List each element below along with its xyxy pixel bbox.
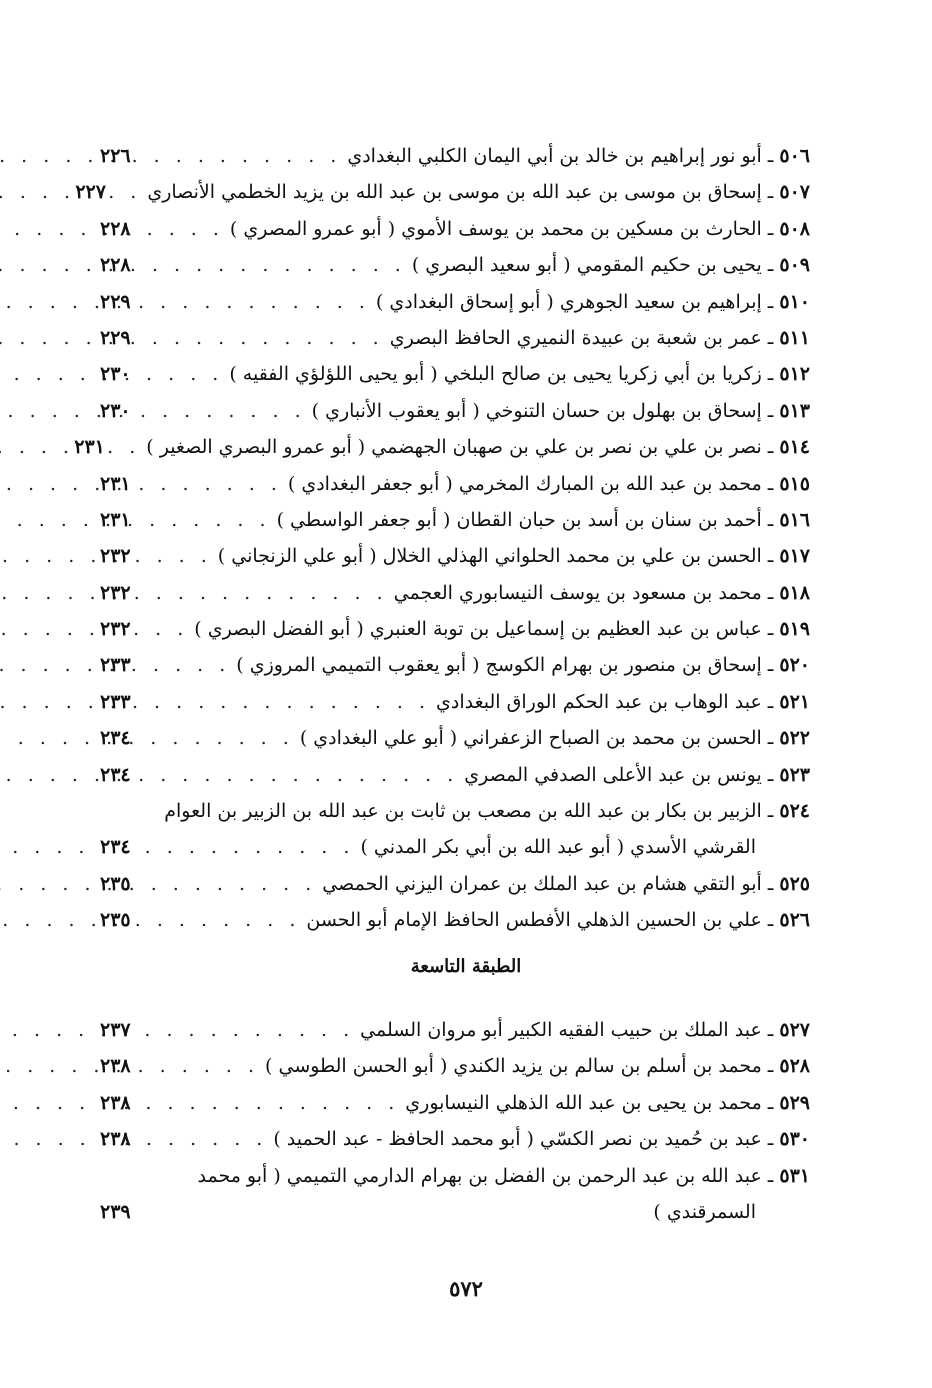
entry-dash: ـ [767,181,774,204]
entry-title: عبد الوهاب بن عبد الحكم الوراق البغدادي [436,690,762,713]
entry-dash: ـ [767,1055,774,1078]
section-heading: الطبقة التاسعة [410,956,522,977]
entry-title: نصر بن علي بن نصر بن علي بن صهبان الجهضمي ( أبو عمرو البصري الصغير ) [146,436,762,459]
entry-page: ٢٣١ [100,508,131,531]
entry-title: أبو التقي هشام بن عبد الملك بن عمران اليزني الحمصي [322,872,762,895]
entry-number: ٥٢١ [779,690,810,713]
entry-dash: ـ [767,1091,774,1114]
entry-page: ٢٣١ [74,436,105,459]
entry-title: عبد بن حُميد بن نصر الكسّي ( أبو محمد الحافظ - عبد الحميد ) [273,1128,762,1151]
entry-dash: ـ [767,654,774,677]
entry-title: محمد بن أسلم بن سالم بن يزيد الكندي ( أبو الحسن الطوسي ) [265,1055,762,1078]
entry-page: ٢٣١ [100,472,131,495]
leader-dots [140,1121,273,1157]
toc-entry [100,284,810,320]
toc-entry [74,429,810,465]
leader-dots [140,611,194,647]
entry-dash: ـ [767,690,774,713]
toc-entry [100,393,810,429]
entry-number: ٥٣١ [779,1164,810,1187]
entry-dash: ـ [767,581,774,604]
entry-page: ٢٣٨ [100,1128,131,1151]
entry-title: محمد بن يحيى بن عبد الله الذهلي النيسابوري [405,1091,762,1114]
toc-entry [100,1048,810,1084]
toc-entry [100,684,810,720]
entry-page: ٢٣٠ [100,399,131,422]
entry-dash: ـ [767,363,774,386]
entry-title: إسحاق بن موسى بن عبد الله بن موسى بن عبد الله بن يزيد الخطمي الأنصاري [147,181,762,204]
entry-dash: ـ [767,217,774,240]
entry-number: ٥١١ [779,326,810,349]
leader-dots [140,647,236,683]
page-number: ٥٧٢ [449,1276,483,1301]
entry-dash: ـ [767,1128,774,1151]
entry-dash: ـ [767,326,774,349]
leader-dots [114,429,146,465]
entry-page: ٢٣٣ [100,690,131,713]
leader-dots [140,1048,265,1084]
toc-entry [100,611,810,647]
leader-dots [140,538,218,574]
entry-dash: ـ [767,145,774,167]
entry-dash: ـ [767,508,774,531]
entry-number: ٥٠٦ [779,145,810,167]
entry-page: ٢٣٩ [100,1200,131,1223]
entry-dash: ـ [767,618,774,641]
entry-number: ٥١٤ [779,436,810,459]
entry-page: ٢٣٨ [100,1091,131,1114]
entry-number: ٥٠٧ [779,181,810,204]
entry-number: ٥٢٨ [779,1055,810,1078]
toc-entry [100,356,810,392]
entry-dash: ـ [767,436,774,459]
entry-number: ٥١٣ [779,399,810,422]
entry-dash: ـ [767,763,774,786]
toc-section-1 [74,138,810,939]
entry-number: ٥٢٩ [779,1091,810,1114]
entry-page: ٢٢٩ [100,290,131,313]
entry-title: الحسن بن محمد بن الصباح الزعفراني ( أبو علي البغدادي ) [299,727,762,750]
toc-entry [100,720,810,756]
leader-dots [140,320,390,356]
entry-title: أبو نور إبراهيم بن خالد بن أبي اليمان الكلبي البغدادي [347,145,762,167]
entry-page: ٢٣٠ [100,363,131,386]
entry-number: ٥٢٧ [779,1019,810,1041]
entry-title: إسحاق بن بهلول بن حسان التنوخي ( أبو يعقوب الأنباري ) [311,399,762,422]
toc-entry [100,647,810,683]
entry-page: ٢٢٧ [75,181,106,204]
leader-dots [140,356,229,392]
entry-title: محمد بن عبد الله بن المبارك المخرمي ( أبو جعفر البغدادي ) [287,472,762,495]
entry-page: ٢٢٨ [100,217,131,240]
entry-number: ٥١٧ [779,545,810,568]
toc-entry [100,793,810,866]
entry-dash: ـ [767,727,774,750]
toc-entry [75,174,810,210]
entry-number: ٥٢٣ [779,763,810,786]
leader-dots [140,284,376,320]
entry-dash: ـ [767,254,774,277]
toc-entry [100,1085,810,1121]
entry-title: يحيى بن حكيم المقومي ( أبو سعيد البصري ) [411,254,762,277]
leader-dots [140,211,230,247]
entry-page: ٢٢٦ [100,145,131,167]
toc-entry [100,247,810,283]
leader-dots [140,720,300,756]
entry-dash: ـ [767,909,774,932]
entry-number: ٥٢٥ [779,872,810,895]
entry-dash: ـ [767,290,774,313]
entry-page: ٢٣٢ [100,545,131,568]
leader-dots [140,575,394,611]
entry-title: عبد الملك بن حبيب الفقيه الكبير أبو مروان السلمي [360,1019,762,1041]
entry-page: ٢٢٨ [100,254,131,277]
entry-title: عباس بن عبد العظيم بن إسماعيل بن توبة العنبري ( أبو الفضل البصري ) [194,618,762,641]
entry-dash: ـ [767,472,774,495]
entry-title: الزبير بن بكار بن عبد الله بن مصعب بن ثابت بن عبد الله بن الزبير بن العوام [164,800,762,823]
leader-dots [140,866,322,902]
toc-entry [100,502,810,538]
toc-entry [100,211,810,247]
entry-title: الحسن بن علي بن محمد الحلواني الهذلي الخلال ( أبو علي الزنجاني ) [217,545,762,568]
entry-dash: ـ [767,1019,774,1041]
entry-title: زكريا بن أبي زكريا يحيى بن صالح البلخي ( أبو يحيى اللؤلؤي الفقيه ) [229,363,762,386]
entry-number: ٥١٨ [779,581,810,604]
entry-number: ٥١٢ [779,363,810,386]
entry-page: ٢٣٤ [100,763,131,786]
leader-dots [140,757,464,793]
entry-page: ٢٣٣ [100,654,131,677]
toc-entry [100,757,810,793]
leader-dots [115,174,147,210]
toc-entry [100,138,810,174]
entry-title: يونس بن عبد الأعلى الصدفي المصري [464,763,762,786]
toc-entry [100,1158,810,1231]
entry-dash: ـ [767,872,774,895]
entry-title: إبراهيم بن سعيد الجوهري ( أبو إسحاق البغدادي ) [375,290,762,313]
leader-dots [140,393,312,429]
entry-title: عمر بن شعبة بن عبيدة النميري الحافظ البصري [389,326,762,349]
entry-title: أحمد بن سنان بن أسد بن حبان القطان ( أبو جعفر الواسطي ) [276,508,762,531]
entry-title-continuation: القرشي الأسدي ( أبو عبد الله بن أبي بكر المدني ) [360,836,756,859]
entry-dash: ـ [767,545,774,568]
entry-number: ٥٣٠ [779,1128,810,1151]
toc-entry [100,1121,810,1157]
leader-dots [140,247,412,283]
entry-number: ٥١٠ [779,290,810,313]
leader-dots [140,502,277,538]
toc-entry [100,320,810,356]
entry-title: عبد الله بن عبد الرحمن بن الفضل بن بهرام الدارمي التميمي ( أبو محمد [197,1164,762,1187]
entry-title: محمد بن مسعود بن يوسف النيسابوري العجمي [393,581,762,604]
entry-number: ٥٠٩ [779,254,810,277]
entry-dash: ـ [767,800,774,823]
entry-page: ٢٣٥ [100,872,131,895]
entry-number: ٥١٩ [779,618,810,641]
toc-entry [100,466,810,502]
leader-dots [140,829,360,865]
entry-dash: ـ [767,1164,774,1187]
entry-number: ٥٠٨ [779,217,810,240]
entry-page: ٢٣٥ [100,909,131,932]
entry-page: ٢٣٢ [100,581,131,604]
toc-entry [100,538,810,574]
entry-number: ٥٢٢ [779,727,810,750]
entry-title: الحارث بن مسكين بن محمد بن يوسف الأموي ( أبو عمرو المصري ) [229,217,762,240]
entry-page: ٢٣٤ [100,836,131,859]
entry-number: ٥٢٦ [779,909,810,932]
entry-title: علي بن الحسين الذهلي الأفطس الحافظ الإمام أبو الحسن [306,909,762,932]
toc-entry [100,866,810,902]
toc-entry [100,1012,810,1048]
toc-entry [100,575,810,611]
leader-dots [140,1012,360,1048]
entry-title-continuation: السمرقندي ) [653,1200,756,1223]
entry-page: ٢٣٧ [100,1019,131,1041]
entry-page: ٢٢٩ [100,326,131,349]
leader-dots [140,138,347,174]
leader-dots [140,466,288,502]
entry-dash: ـ [767,399,774,422]
entry-number: ٥٢٤ [779,800,810,823]
entry-number: ٥١٦ [779,508,810,531]
leader-dots [140,1085,405,1121]
entry-page: ٢٣٤ [100,727,131,750]
entry-number: ٥٢٠ [779,654,810,677]
leader-dots [140,684,436,720]
entry-title: إسحاق بن منصور بن بهرام الكوسج ( أبو يعقوب التميمي المروزي ) [236,654,762,677]
entry-number: ٥١٥ [779,472,810,495]
entry-page: ٢٣٨ [100,1055,131,1078]
leader-dots [140,902,306,938]
toc-entry [100,902,810,938]
entry-page: ٢٣٢ [100,618,131,641]
toc-section-2 [100,1012,810,1230]
